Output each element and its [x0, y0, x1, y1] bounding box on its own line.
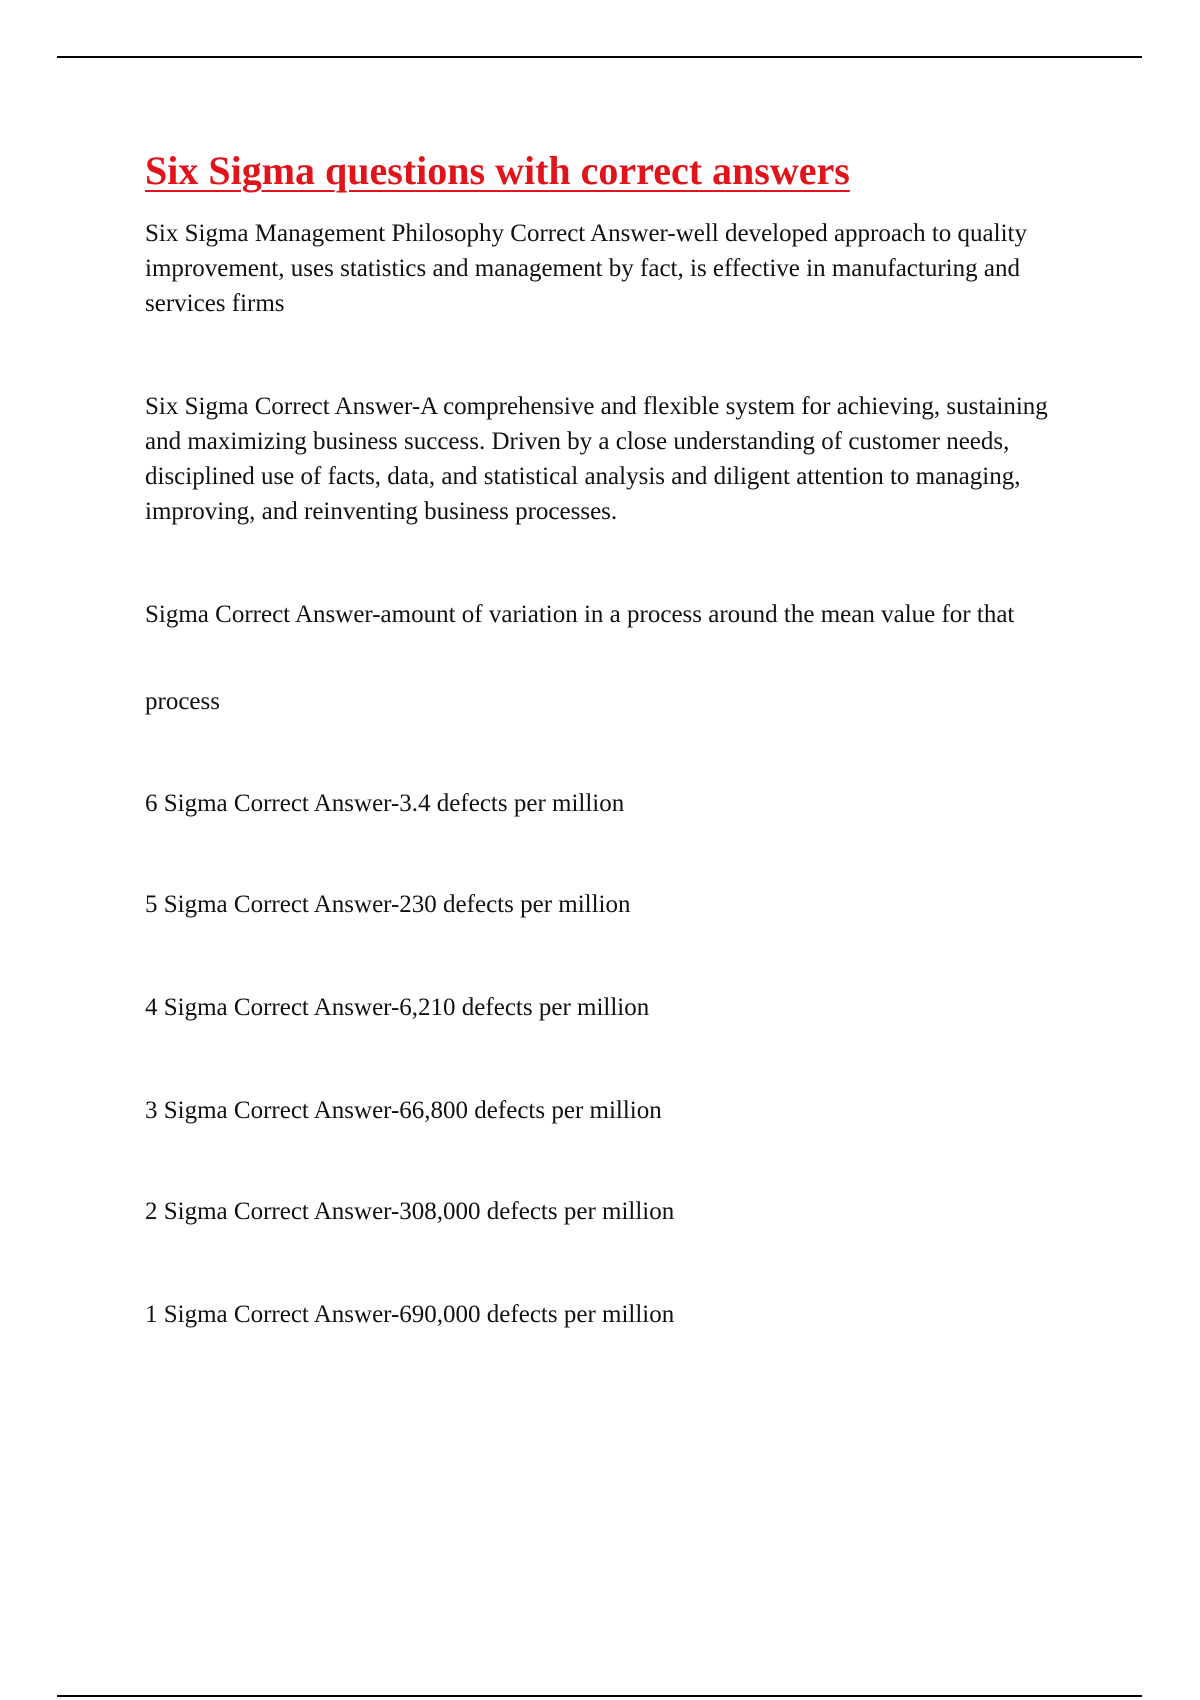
paragraph-1-sigma: 1 Sigma Correct Answer-690,000 defects per million — [145, 1301, 675, 1328]
paragraph-sigma-definition: Sigma Correct Answer-amount of variation in a process around the mean value for that — [145, 601, 1015, 628]
paragraph-6-sigma: 6 Sigma Correct Answer-3.4 defects per million — [145, 790, 625, 817]
paragraph-3-sigma: 3 Sigma Correct Answer-66,800 defects per million — [145, 1097, 662, 1124]
paragraph-management-philosophy: Six Sigma Management Philosophy Correct Answer-well developed approach to quality improvement, uses statistics and management by fact, is effective in manufacturing and services firms — [145, 220, 1027, 317]
paragraph-4-sigma: 4 Sigma Correct Answer-6,210 defects per million — [145, 994, 650, 1021]
paragraph-six-sigma-definition: Six Sigma Correct Answer-A comprehensive and flexible system for achieving, sustaining and maximizing business success. Driven by a close understanding of customer needs, disciplined use of facts, data, and statistical analysis and diligent attention to managing, improving, and reinventing business processes. — [145, 393, 1048, 525]
paragraph-sigma-definition-continued: process — [145, 688, 220, 715]
footer-rule — [57, 1695, 1142, 1697]
paragraph-2-sigma: 2 Sigma Correct Answer-308,000 defects per million — [145, 1198, 675, 1225]
header-rule — [57, 56, 1142, 58]
paragraph-5-sigma: 5 Sigma Correct Answer-230 defects per million — [145, 891, 631, 918]
page-title: Six Sigma questions with correct answers — [145, 148, 850, 193]
